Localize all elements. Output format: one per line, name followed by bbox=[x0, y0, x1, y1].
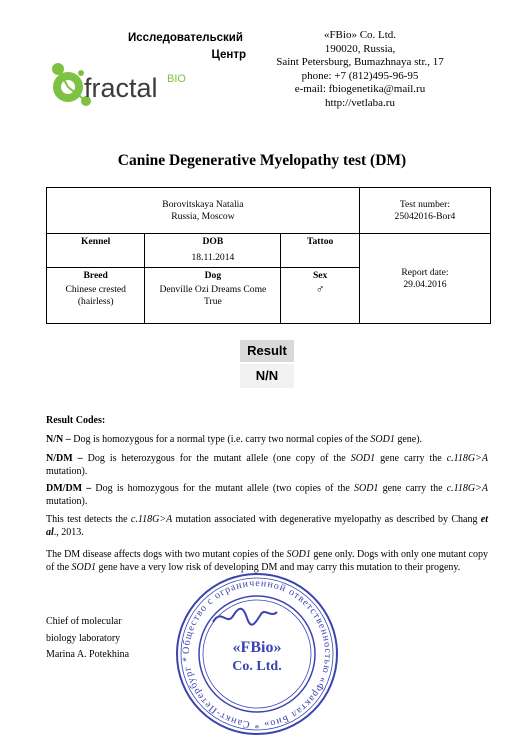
breed-value-line1: Chinese crested bbox=[65, 284, 126, 295]
company-address bbox=[255, 29, 465, 111]
dog-info-table bbox=[46, 187, 491, 324]
report-date-value: 29.04.2016 bbox=[403, 278, 447, 290]
report-date-label: Report date: bbox=[401, 266, 449, 278]
test-number-cell bbox=[359, 188, 490, 234]
signature-block bbox=[46, 614, 129, 664]
test-detects-paragraph: This test detects the c.118G>A mutation associated with degenerative myelopathy as described by Chang et al., 2013. bbox=[46, 514, 488, 538]
result-label: Result bbox=[240, 340, 294, 362]
tattoo-label: Tattoo bbox=[306, 236, 334, 247]
result-codes-heading: Result Codes: bbox=[46, 415, 106, 426]
test-number-value: 25042016-Bor4 bbox=[394, 210, 456, 222]
sex-label: Sex bbox=[312, 270, 328, 281]
dog-label: Dog bbox=[204, 270, 222, 281]
code-ndm-line: N/DM – Dog is heterozygous for the mutant allele (one copy of the SOD1 gene carry the c.118G>A mutation). bbox=[46, 453, 488, 477]
address-line: «FBio» Co. Ltd. bbox=[323, 29, 397, 41]
address-line: http://vetlaba.ru bbox=[325, 96, 395, 109]
dob-value: 18.11.2014 bbox=[191, 252, 235, 263]
address-line: phone: +7 (812)495-96-95 bbox=[301, 69, 419, 82]
address-line: 190020, Russia, bbox=[324, 42, 396, 55]
kennel-value bbox=[47, 248, 144, 252]
signature-title-line2: biology laboratory bbox=[46, 632, 121, 644]
address-line: Saint Petersburg, Bumazhnaya str., 17 bbox=[276, 56, 444, 69]
test-number-label: Test number: bbox=[399, 198, 451, 210]
code-dmdm-line: DM/DM – Dog is homozygous for the mutant allele (two copies of the SOD1 gene carry the c.118G>A mutation). bbox=[46, 483, 488, 507]
company-stamp bbox=[173, 570, 341, 738]
fractal-bio-logo bbox=[48, 60, 228, 110]
research-center-label: Исследовательский Центр bbox=[128, 32, 246, 61]
result-box bbox=[240, 340, 294, 388]
dog-name-line1: Denville Ozi Dreams Come bbox=[159, 284, 267, 295]
breed-cell bbox=[47, 268, 145, 324]
owner-cell bbox=[47, 188, 360, 234]
document-title: Canine Degenerative Myelopathy test (DM) bbox=[117, 152, 407, 169]
tattoo-cell bbox=[281, 234, 359, 268]
male-symbol-icon: ♂ bbox=[315, 282, 325, 296]
tattoo-value bbox=[281, 248, 358, 252]
logo-wordmark: fractal bbox=[84, 73, 158, 103]
logo-suffix: BIO bbox=[167, 73, 186, 85]
breed-label: Breed bbox=[83, 270, 108, 281]
stamp-ring-text: Общество с ограниченной ответственностью «Фрактал Био» * Санкт-Петербург * bbox=[180, 577, 334, 731]
kennel-cell bbox=[47, 234, 145, 268]
signature-name: Marina A. Potekhina bbox=[46, 649, 130, 660]
disease-paragraph: The DM disease affects dogs with two mutant copies of the SOD1 gene only. Dogs with only one mutant copy of the SOD1 gene have a very low risk of developing DM and may carry this mutation to their progeny. bbox=[46, 549, 488, 573]
dob-cell bbox=[145, 234, 281, 268]
handwritten-signature bbox=[213, 609, 277, 625]
report-date-cell bbox=[359, 234, 490, 324]
result-value: N/N bbox=[240, 364, 294, 388]
stamp-center-line2: Co. Ltd. bbox=[232, 659, 282, 674]
stamp-center-line1: «FBio» bbox=[232, 639, 282, 656]
dog-cell bbox=[145, 268, 281, 324]
code-nn-line: N/N – Dog is homozygous for a normal type (i.e. carry two normal copies of the SOD1 gene). bbox=[46, 434, 423, 445]
signature-title-line1: Chief of molecular bbox=[46, 616, 122, 627]
owner-name: Borovitskaya Natalia bbox=[162, 198, 244, 210]
owner-location: Russia, Moscow bbox=[171, 210, 235, 222]
dog-name-line2: True bbox=[203, 296, 222, 307]
address-line: e-mail: fbiogenetika@mail.ru bbox=[294, 83, 426, 96]
kennel-label: Kennel bbox=[81, 236, 111, 247]
breed-value-line2: (hairless) bbox=[77, 296, 114, 307]
dob-label: DOB bbox=[202, 236, 224, 247]
sex-cell bbox=[281, 268, 359, 324]
